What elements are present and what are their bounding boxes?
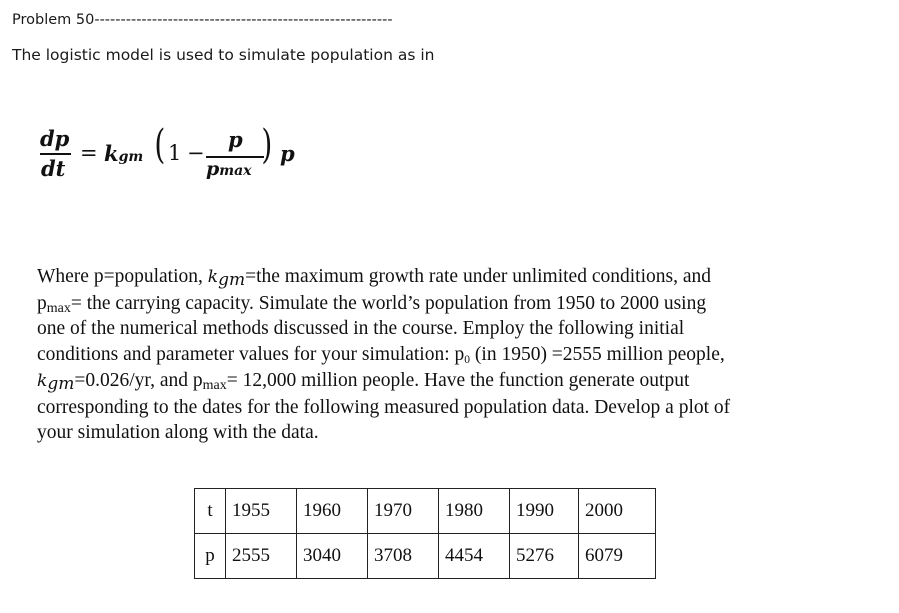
- table-cell: 4454: [439, 534, 510, 579]
- table-row-p: [195, 534, 656, 579]
- eq-dp: dp: [40, 126, 70, 151]
- table-cell: 1990: [510, 489, 579, 534]
- table-cell: 2000: [579, 489, 656, 534]
- table-cell: 1960: [297, 489, 368, 534]
- table-cell: 3040: [297, 534, 368, 579]
- table-cell: 1980: [439, 489, 510, 534]
- problem-description: [37, 264, 827, 446]
- table-header-p: p: [195, 534, 226, 579]
- table-row-t: [195, 489, 656, 534]
- eq-equals: =: [80, 141, 98, 165]
- eq-minus: −: [187, 141, 205, 165]
- para-line-7: your simulation along with the data.: [37, 422, 319, 444]
- para-line-5: $k_{gm}=0.026/yr$, and $p_{max}= 12,000$ million people. Have the function generate output: [37, 369, 690, 394]
- table-cell: 2555: [226, 534, 297, 579]
- para-line-1: Where p=population, $k_{gm}=the$ maximum growth rate under unlimited conditions, and: [37, 266, 711, 290]
- table-cell: 5276: [510, 534, 579, 579]
- para-line-6: corresponding to the dates for the following measured population data. Develop a plot of: [37, 396, 731, 418]
- eq-one: 1: [168, 141, 182, 165]
- eq-close-paren: ): [261, 122, 273, 168]
- intro-text: The logistic model is used to simulate population as in: [12, 46, 435, 64]
- table-cell: 6079: [579, 534, 656, 579]
- table-cell: 1955: [226, 489, 297, 534]
- population-data-table: [194, 488, 656, 579]
- eq-fraction-bar: [40, 153, 71, 155]
- table-header-t: t: [195, 489, 226, 534]
- para-line-3: one of the numerical methods discussed in the course. Employ the following initial: [37, 318, 685, 340]
- table-cell: 3708: [368, 534, 439, 579]
- eq-trailing-p: p: [280, 141, 295, 166]
- para-line-2: $p_{max}=$ the carrying capacity. Simulate the world’s population from 1950 to 2000 using: [37, 292, 707, 316]
- table-cell: 1970: [368, 489, 439, 534]
- eq-p-numerator: p: [228, 127, 243, 152]
- eq-k: kgm: [104, 141, 144, 166]
- eq-open-paren: (: [154, 122, 166, 168]
- eq-pmax: pmax: [206, 158, 252, 180]
- problem-header: Problem 50---------------------------------------------------------: [12, 12, 393, 28]
- eq-dt: dt: [41, 156, 66, 181]
- para-line-4: conditions and parameter values for your simulation: $p_0$ (in 1950) =2555 million people,: [37, 344, 725, 367]
